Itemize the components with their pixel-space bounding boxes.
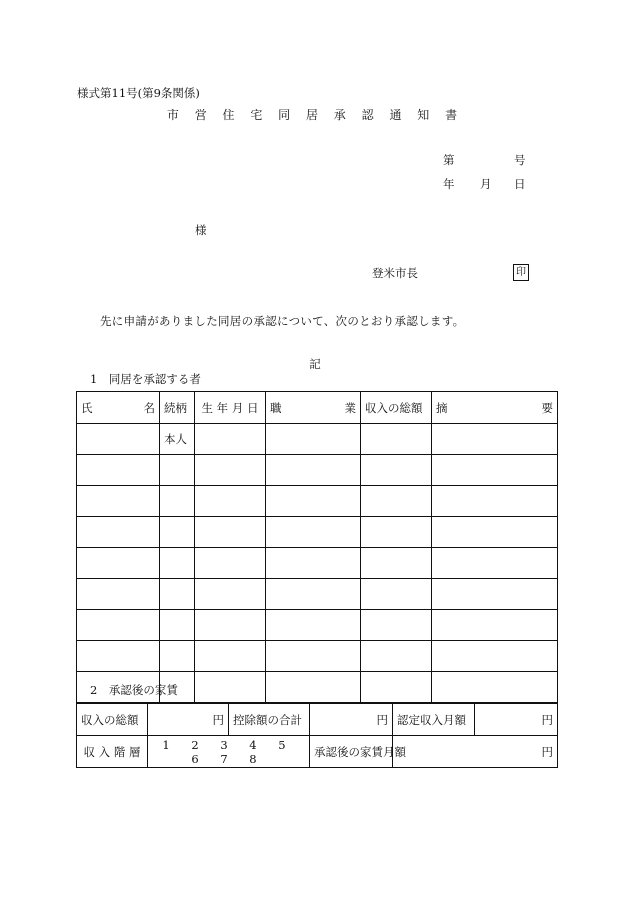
- cell-remarks[interactable]: [432, 517, 558, 548]
- header-name: 氏 名: [77, 392, 160, 424]
- cell-remarks[interactable]: [432, 579, 558, 610]
- table-row: [77, 486, 558, 517]
- cell-relation[interactable]: [160, 641, 195, 672]
- cell-occupation[interactable]: [266, 424, 361, 455]
- field-income-total[interactable]: [148, 704, 229, 736]
- cell-relation[interactable]: [160, 486, 195, 517]
- cell-relation[interactable]: [160, 517, 195, 548]
- cell-remarks[interactable]: [432, 548, 558, 579]
- cell-birthdate[interactable]: [195, 517, 266, 548]
- cell-name[interactable]: [77, 424, 160, 455]
- cell-birthdate[interactable]: [195, 641, 266, 672]
- cell-income[interactable]: [361, 517, 432, 548]
- date-day-label: 日: [514, 177, 526, 191]
- cohabitant-table: [76, 391, 558, 703]
- cell-name[interactable]: [77, 641, 160, 672]
- seal-stamp: 印: [513, 264, 529, 281]
- cell-birthdate[interactable]: [195, 486, 266, 517]
- body-text: 先に申請がありました同居の承認について、次のとおり承認します。: [100, 314, 465, 328]
- cell-relation[interactable]: [160, 548, 195, 579]
- label-income-tier: 収 入 階 層: [77, 736, 148, 768]
- cell-income[interactable]: [361, 641, 432, 672]
- cell-income[interactable]: [361, 424, 432, 455]
- rent-table: [76, 703, 558, 768]
- field-deduction-total[interactable]: [310, 704, 393, 736]
- label-monthly-rent-after: 承認後の家賃月額: [310, 736, 393, 768]
- label-certified-monthly-income: 認定収入月額: [393, 704, 475, 736]
- cell-birthdate[interactable]: [195, 672, 266, 703]
- cell-income[interactable]: [361, 579, 432, 610]
- cell-remarks[interactable]: [432, 455, 558, 486]
- cell-relation[interactable]: [160, 610, 195, 641]
- cell-remarks[interactable]: [432, 641, 558, 672]
- ki-heading: 記: [309, 357, 321, 371]
- cell-name[interactable]: [77, 455, 160, 486]
- cell-relation[interactable]: [160, 455, 195, 486]
- label-income-total: 収入の総額: [77, 704, 148, 736]
- field-monthly-rent-after[interactable]: [393, 736, 558, 768]
- cell-name[interactable]: [77, 579, 160, 610]
- table-row: [77, 610, 558, 641]
- yen-unit: 円: [541, 744, 553, 759]
- cell-remarks[interactable]: [432, 424, 558, 455]
- cell-relation: 本人: [160, 424, 195, 455]
- date-month-label: 月: [480, 177, 492, 191]
- cell-occupation[interactable]: [266, 579, 361, 610]
- cell-name[interactable]: [77, 610, 160, 641]
- cell-income[interactable]: [361, 455, 432, 486]
- doc-number-label: 第: [443, 153, 455, 167]
- section1-heading: 1 同居を承認する者: [90, 372, 201, 386]
- table-row: [77, 517, 558, 548]
- yen-unit: 円: [376, 712, 388, 727]
- label-deduction-total: 控除額の合計: [229, 704, 310, 736]
- cell-occupation[interactable]: [266, 610, 361, 641]
- document-title: 市 営 住 宅 同 居 承 認 通 知 書: [166, 108, 464, 122]
- cell-remarks[interactable]: [432, 672, 558, 703]
- yen-unit: 円: [212, 712, 224, 727]
- yen-unit: 円: [541, 712, 553, 727]
- addressee-honorific: 様: [195, 223, 207, 237]
- cell-occupation[interactable]: [266, 548, 361, 579]
- section2-heading: 2 承認後の家賃: [90, 683, 178, 697]
- table-row: [77, 579, 558, 610]
- header-occupation: 職 業: [266, 392, 361, 424]
- cell-income[interactable]: [361, 486, 432, 517]
- cell-relation[interactable]: [160, 579, 195, 610]
- cell-birthdate[interactable]: [195, 548, 266, 579]
- cell-income[interactable]: [361, 672, 432, 703]
- table-header-row: [77, 392, 558, 424]
- cell-name[interactable]: [77, 486, 160, 517]
- doc-number-suffix: 号: [514, 153, 526, 167]
- cell-occupation[interactable]: [266, 672, 361, 703]
- cell-remarks[interactable]: [432, 610, 558, 641]
- date-year-label: 年: [443, 177, 455, 191]
- issuer-name: 登米市長: [372, 266, 418, 280]
- cell-remarks[interactable]: [432, 486, 558, 517]
- field-certified-monthly-income[interactable]: [475, 704, 558, 736]
- cell-birthdate[interactable]: [195, 579, 266, 610]
- cell-occupation[interactable]: [266, 517, 361, 548]
- table-row: [77, 424, 558, 455]
- cell-name[interactable]: [77, 548, 160, 579]
- header-income-total: 収入の総額: [361, 392, 432, 424]
- field-income-tier-options[interactable]: 1 2 3 4 5 6 7 8: [148, 736, 310, 768]
- cell-birthdate[interactable]: [195, 455, 266, 486]
- header-remarks: 摘 要: [432, 392, 558, 424]
- cell-income[interactable]: [361, 548, 432, 579]
- header-birthdate: 生 年 月 日: [195, 392, 266, 424]
- table-row: [77, 455, 558, 486]
- cell-birthdate[interactable]: [195, 610, 266, 641]
- header-relation: 続柄: [160, 392, 195, 424]
- cell-occupation[interactable]: [266, 641, 361, 672]
- cell-birthdate[interactable]: [195, 424, 266, 455]
- cell-occupation[interactable]: [266, 486, 361, 517]
- rent-row-1: [77, 704, 558, 736]
- rent-row-2: [77, 736, 558, 768]
- cell-name[interactable]: [77, 517, 160, 548]
- cell-occupation[interactable]: [266, 455, 361, 486]
- table-row: [77, 548, 558, 579]
- form-number: 様式第11号(第9条関係): [77, 86, 200, 100]
- table-row: [77, 641, 558, 672]
- cell-income[interactable]: [361, 610, 432, 641]
